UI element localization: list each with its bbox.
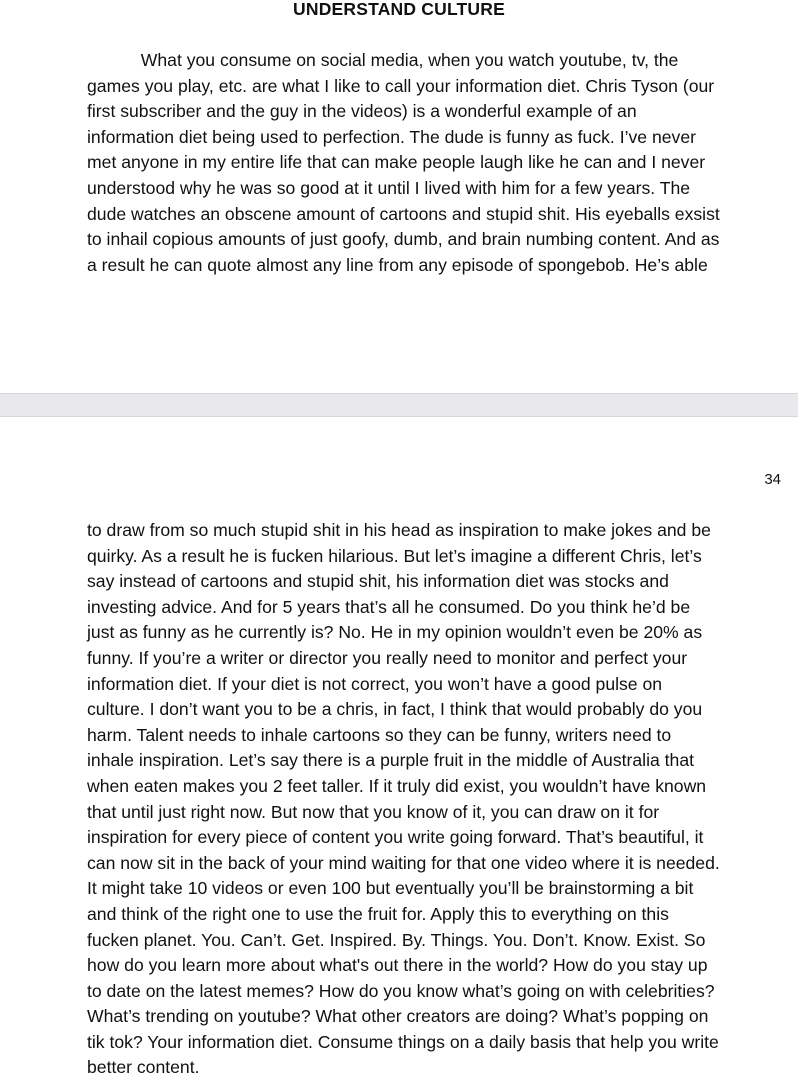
text-line: games you play, etc. are what I like to call your information diet. Chris Tyson (our (87, 75, 715, 96)
text-line: met anyone in my entire life that can make people laugh like he can and I never (87, 152, 706, 173)
text-line: when eaten makes you 2 feet taller. If it truly did exist, you wouldn’t have known (87, 775, 707, 796)
text-line: What’s trending on youtube? What other creators are doing? What’s popping on (87, 1006, 709, 1027)
page-separator (0, 393, 798, 417)
text-line: information diet. If your diet is not correct, you won’t have a good pulse on (87, 673, 663, 694)
section-heading: UNDERSTAND CULTURE (293, 0, 505, 19)
text-line: to draw from so much stupid shit in his head as inspiration to make jokes and be (87, 520, 711, 540)
text-line: dude watches an obscene amount of cartoons and stupid shit. His eyeballs exsist (87, 203, 720, 224)
text-line: It might take 10 videos or even 100 but eventually you’ll be brainstorming a bit (87, 878, 694, 899)
text-line: inspiration for every piece of content you write going forward. That’s beautiful, it (87, 827, 704, 848)
document-page-top (0, 0, 798, 393)
text-line: funny. If you’re a writer or director you really need to monitor and perfect your (87, 647, 688, 668)
text-line: understood why he was so good at it until I lived with him for a few years. The (87, 177, 691, 198)
text-line: tik tok? Your information diet. Consume things on a daily basis that help you write (87, 1031, 719, 1052)
text-line: culture. I don’t want you to be a chris, in fact, I think that would probably do you (87, 699, 703, 720)
text-line: information diet being used to perfection. The dude is funny as fuck. I’ve never (87, 126, 696, 147)
text-line: quirky. As a result he is fucken hilarious. But let’s imagine a different Chris, let’s (87, 545, 702, 566)
text-line: better content. (87, 1057, 200, 1078)
document-page-bottom (0, 417, 798, 1080)
text-line: say instead of cartoons and stupid shit, his information diet was stocks and (87, 571, 669, 592)
text-line: just as funny as he currently is? No. He in my opinion wouldn’t even be 20% as (87, 622, 703, 643)
text-line: inhale inspiration. Let’s say there is a purple fruit in the middle of Australia that (87, 750, 695, 771)
text-line: to inhail copious amounts of just goofy, dumb, and brain numbing content. And as (87, 229, 720, 250)
text-line: how do you learn more about what's out there in the world? How do you stay up (87, 955, 708, 976)
page-number: 34 (764, 471, 781, 488)
text-line: first subscriber and the guy in the videos) is a wonderful example of an (87, 101, 637, 122)
text-line: a result he can quote almost any line from any episode of spongebob. He’s able (87, 254, 708, 275)
body-text-top (87, 48, 792, 278)
text-line: that until just right now. But now that you know of it, you can draw on it for (87, 801, 660, 822)
body-text-bottom (87, 518, 792, 1080)
text-line: harm. Talent needs to inhale cartoons so they can be funny, writers need to (87, 724, 672, 745)
text-line: to date on the latest memes? How do you know what’s going on with celebrities? (87, 980, 715, 1001)
text-line: fucken planet. You. Can’t. Get. Inspired. By. Things. You. Don’t. Know. Exist. So (87, 929, 706, 950)
text-line: can now sit in the back of your mind waiting for that one video where it is needed. (87, 852, 720, 873)
text-line: and think of the right one to use the fruit for. Apply this to everything on this (87, 903, 669, 924)
text-line: What you consume on social media, when you watch youtube, tv, the (87, 50, 679, 70)
text-line: investing advice. And for 5 years that’s all he consumed. Do you think he’d be (87, 596, 691, 617)
